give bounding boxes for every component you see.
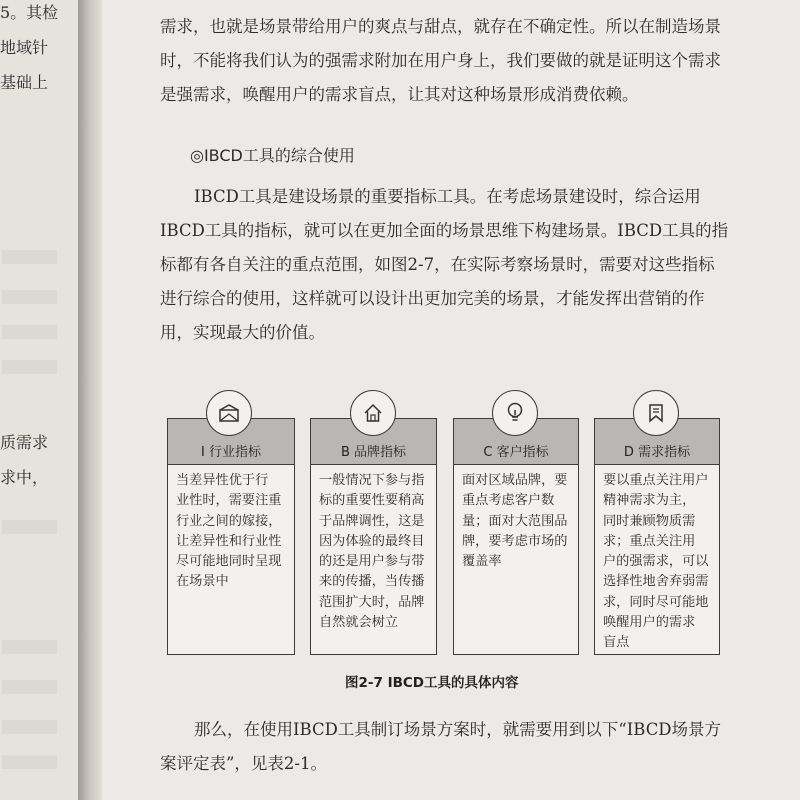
left-page-line: 地域针 [0,38,49,57]
left-page-bleed [2,720,57,734]
card-title: D 需求指标 [623,445,691,460]
card-brand [310,418,437,655]
house-icon [350,390,396,436]
left-page-bleed [2,325,57,339]
text-line: IBCD工具是建设场景的重要指标工具。在考虑场景建设时，综合运用 [194,187,701,206]
paragraph-need [160,10,721,112]
text-line: 需求，也就是场景带给用户的爽点与甜点，就存在不确定性。所以在制造场景 [160,17,721,36]
card-body: 要以重点关注用户 精神需求为主， 同时兼顾物质需 求；重点关注用 户的强需求，可以 选择性地舍弃弱需 求，同时尽可能地 唤醒用户的需求 盲点 [603,473,709,651]
envelope-icon [206,390,252,436]
left-page-bleed [2,680,57,694]
left-page-line: 质需求 [0,433,49,452]
text-line: 那么，在使用IBCD工具制订场景方案时，就需要用到以下“IBCD场景方 [194,720,722,739]
text-line: 进行综合的使用，这样就可以设计出更加完美的场景，才能发挥出营销的作 [160,289,705,308]
text-line: 用，实现最大的价值。 [160,323,325,342]
paragraph-table-intro [160,713,721,781]
book-gutter [78,0,102,800]
figure-caption: 图2-7 IBCD工具的具体内容 [345,675,519,691]
card-title: C 客户指标 [483,445,549,460]
card-body: 一般情况下参与指 标的重要性要稍高 于品牌调性，这是 因为体验的最终目 的还是用户参与带 来的传播，当传播 范围扩大时，品牌 自然就会树立 [319,473,425,631]
text-line: 时，不能将我们认为的强需求附加在用户身上，我们要做的就是证明这个需求 [160,51,721,70]
card-body: 当差异性优于行 业性时，需要注重 行业之间的嫁接， 让差异性和行业性 尽可能地同时呈现 在场景中 [176,473,282,590]
left-page-bleed [2,360,57,374]
left-page-bleed [2,520,57,534]
section-heading: ◎IBCD工具的综合使用 [190,146,355,165]
paragraph-ibcd [160,180,728,350]
bookmark-icon [633,390,679,436]
card-demand [594,418,720,655]
left-page-bleed [2,290,57,304]
card-title: I 行业指标 [201,445,261,460]
text-line: 案评定表”，见表2-1。 [160,754,328,773]
card-industry [167,418,295,655]
left-page-bleed [2,250,57,264]
text-line: 是强需求，唤醒用户的需求盲点，让其对这种场景形成消费依赖。 [160,85,639,104]
card-body: 面对区域品牌，要 重点考虑客户数 量；面对大范围品 牌，要考虑市场的 覆盖率 [462,473,568,570]
left-page-bleed [2,755,57,769]
left-page-line: 基础上 [0,73,49,92]
left-page-line: 5。其检 [0,3,59,22]
left-page-line: 求中， [0,468,49,487]
text-line: IBCD工具的指标，就可以在更加全面的场景思维下构建场景。IBCD工具的指 [160,221,729,240]
text-line: 标都有各自关注的重点范围，如图2-7，在实际考察场景时，需要对这些指标 [160,255,715,274]
card-title: B 品牌指标 [340,445,407,460]
lightbulb-icon [492,390,538,436]
left-page [0,0,78,800]
left-page-bleed [2,640,57,654]
card-customer [453,418,579,655]
